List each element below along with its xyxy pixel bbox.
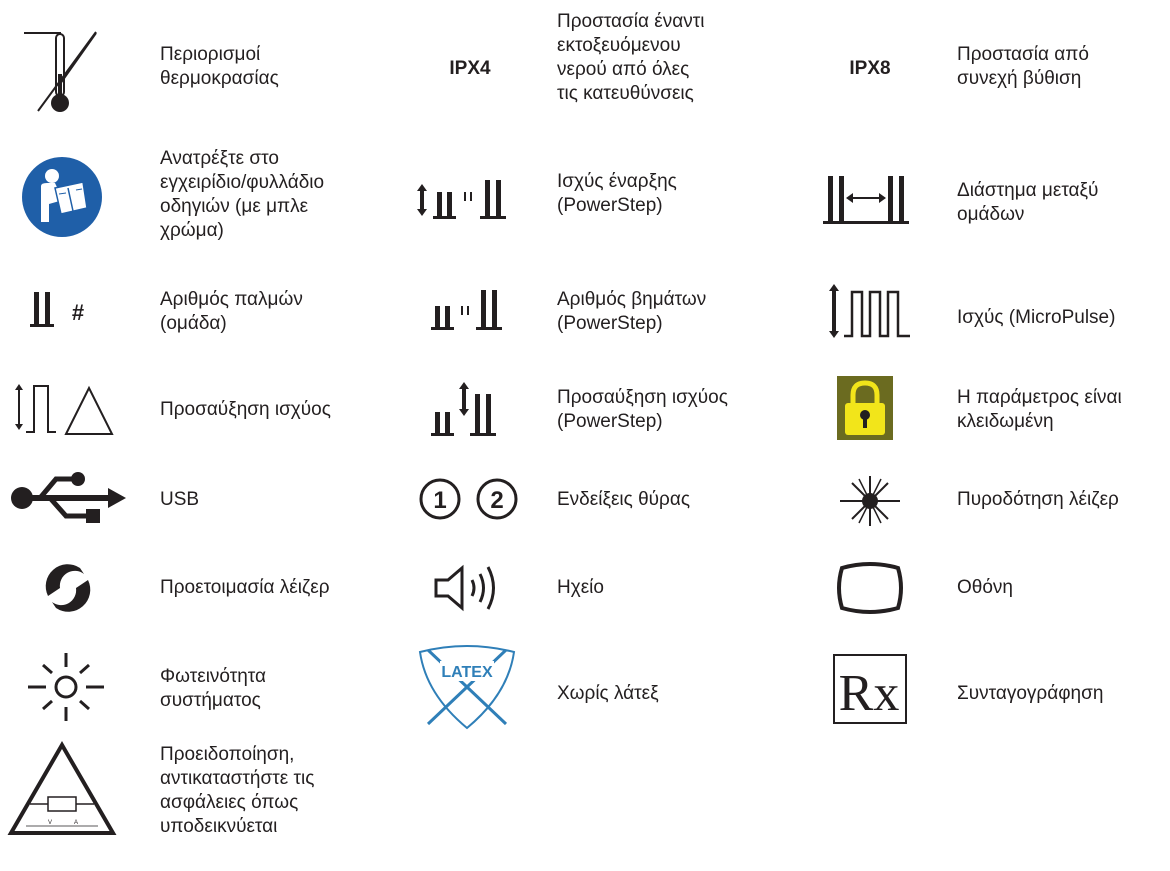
manual-label: Ανατρέξτε στο εγχειρίδιο/φυλλάδιο οδηγιών (με μπλε χρώμα) bbox=[160, 148, 325, 241]
temperature-label: Περιορισμοί θερμοκρασίας bbox=[160, 44, 279, 89]
step-count-label: Αριθμός βημάτων (PowerStep) bbox=[557, 289, 707, 334]
start-power-label: Ισχύς έναρξης (PowerStep) bbox=[557, 171, 677, 216]
fuse-label: Προειδοποίηση, αντικαταστήστε τις ασφάλειες όπως υποδεικνύεται bbox=[160, 744, 315, 837]
fuse-warning-icon bbox=[8, 742, 116, 836]
port-2-number: 2 bbox=[490, 487, 504, 514]
port-1-number: 1 bbox=[433, 487, 447, 514]
laser-ready-label: Προετοιμασία λέιζερ bbox=[160, 577, 330, 598]
brightness-icon bbox=[26, 651, 106, 723]
locked-label: Η παράμετρος είναι κλειδωμένη bbox=[957, 387, 1122, 432]
speaker-label: Ηχείο bbox=[557, 577, 604, 598]
latex-text: LATEX bbox=[441, 664, 493, 681]
pulse-count-hash: # bbox=[71, 300, 85, 325]
no-latex-icon bbox=[416, 644, 518, 730]
ports-label: Ενδείξεις θύρας bbox=[557, 489, 690, 510]
laser-ready-icon bbox=[40, 560, 96, 616]
speaker-icon bbox=[432, 562, 510, 614]
padlock-icon bbox=[836, 375, 894, 441]
ipx4-code: IPX4 bbox=[449, 58, 491, 79]
rx-text: Rx bbox=[838, 665, 900, 722]
start-power-powerstep-icon bbox=[416, 178, 520, 222]
read-manual-icon bbox=[21, 156, 103, 238]
ipx4-label: Προστασία έναντι εκτοξευόμενου νερού από όλες τις κατευθύνσεις bbox=[557, 11, 705, 104]
laser-fire-label: Πυροδότηση λέιζερ bbox=[957, 489, 1119, 510]
prescription-icon bbox=[833, 654, 907, 724]
micropulse-power-label: Ισχύς (MicroPulse) bbox=[957, 307, 1116, 328]
ipx8-label: Προστασία από συνεχή βύθιση bbox=[957, 44, 1089, 89]
rx-label: Συνταγογράφηση bbox=[957, 683, 1104, 704]
power-increase-icon bbox=[14, 378, 122, 442]
group-interval-label: Διάστημα μεταξύ ομάδων bbox=[957, 180, 1099, 225]
display-icon bbox=[836, 560, 904, 616]
usb-label: USB bbox=[160, 489, 200, 510]
power-increase-ps-label: Προσαύξηση ισχύος (PowerStep) bbox=[557, 387, 728, 432]
pulse-count-label: Αριθμός παλμών (ομάδα) bbox=[160, 289, 303, 334]
thermometer-limit-icon bbox=[22, 14, 100, 116]
micropulse-power-icon bbox=[828, 282, 912, 340]
power-increase-powerstep-icon bbox=[428, 380, 508, 440]
usb-icon bbox=[10, 470, 128, 528]
brightness-label: Φωτεινότητα συστήματος bbox=[160, 666, 267, 711]
step-count-icon bbox=[428, 286, 508, 334]
laser-emission-icon bbox=[840, 476, 900, 526]
screen-label: Οθόνη bbox=[957, 577, 1013, 598]
group-interval-icon bbox=[822, 172, 910, 228]
pulse-count-icon bbox=[30, 288, 102, 332]
ipx8-code: IPX8 bbox=[849, 58, 891, 79]
fuse-volt-text: V bbox=[47, 820, 53, 826]
port-indicators-icon bbox=[418, 476, 520, 522]
power-increase-label: Προσαύξηση ισχύος bbox=[160, 399, 331, 420]
no-latex-label: Χωρίς λάτεξ bbox=[557, 683, 659, 704]
fuse-amp-text: A bbox=[73, 820, 79, 826]
